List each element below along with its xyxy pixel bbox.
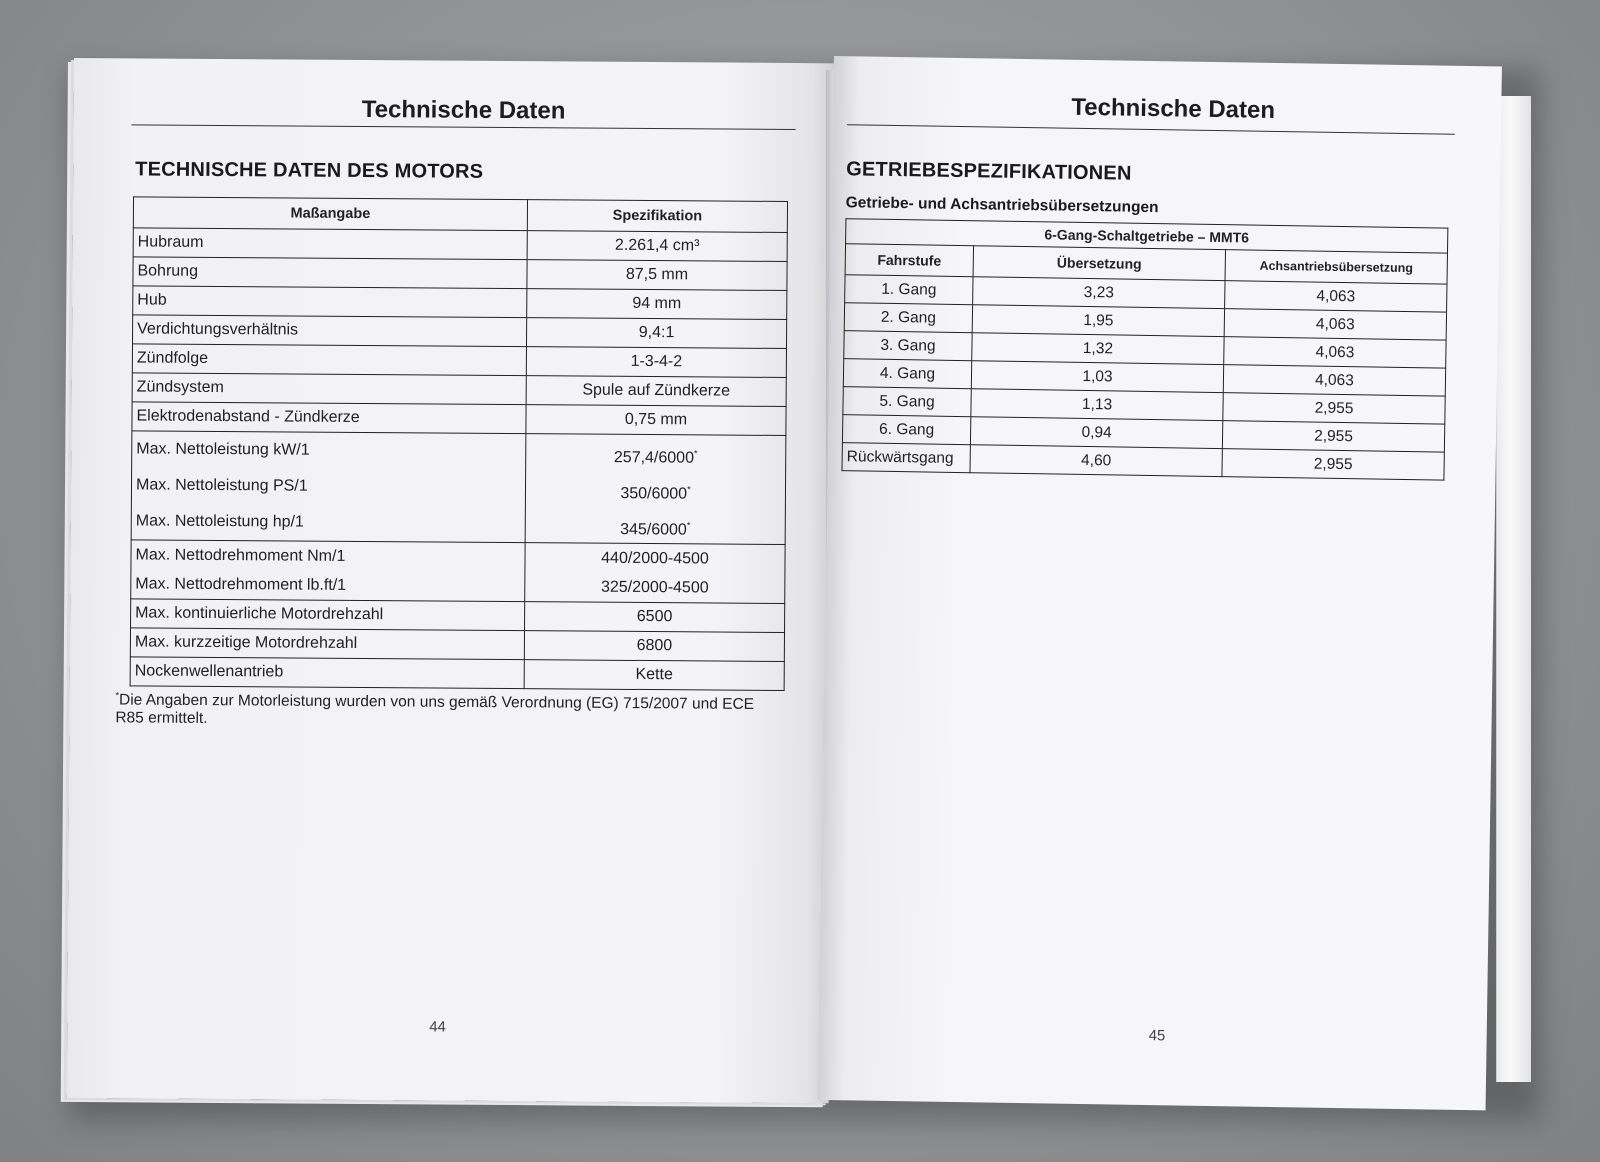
row-label: Hub (133, 286, 527, 318)
table-row (130, 657, 784, 691)
table-row (133, 257, 787, 291)
row-label: Verdichtungsverhältnis (133, 315, 527, 347)
row-label: Max. Nettoleistung PS/1 (135, 476, 308, 495)
header-rule-left (132, 124, 796, 130)
row-value: 6500 (525, 602, 785, 633)
gear-ratio: 0,94 (970, 417, 1222, 449)
gear-ratio: 1,95 (972, 305, 1224, 337)
row-label: Max. kontinuierliche Motordrehzahl (131, 599, 525, 631)
row-label-group (131, 431, 526, 543)
row-value: 94 mm (527, 289, 787, 320)
table-row (133, 286, 787, 320)
section-title-engine: TECHNISCHE DATEN DES MOTORS (135, 158, 484, 183)
table-row (132, 373, 786, 407)
gear-ratio-table (841, 218, 1448, 480)
row-value: 9,4:1 (526, 318, 786, 349)
gear-ratio: 1,13 (971, 389, 1223, 421)
column-header: Fahrstufe (845, 244, 973, 277)
table-row (132, 344, 786, 378)
page-stack-edge (1496, 96, 1531, 1082)
table-caption: 6-Gang-Schaltgetriebe – MMT6 (846, 219, 1448, 253)
axle-ratio: 4,063 (1223, 365, 1445, 396)
axle-ratio: 4,063 (1225, 281, 1447, 312)
gear-label: 6. Gang (842, 415, 970, 445)
row-value: 6800 (524, 631, 784, 662)
table-header-row (133, 197, 787, 233)
row-label: Max. Nettoleistung hp/1 (135, 512, 304, 531)
gear-label: 3. Gang (844, 331, 972, 361)
subtitle-ratios: Getriebe- und Achsantriebsübersetzungen (845, 194, 1159, 217)
row-value: 325/2000-4500 (600, 578, 709, 597)
axle-ratio: 2,955 (1222, 421, 1444, 452)
row-label: Zündsystem (132, 373, 526, 405)
row-value: Kette (524, 660, 784, 691)
row-value-group (525, 434, 786, 545)
gear-label: 4. Gang (843, 359, 971, 389)
table-row (133, 315, 787, 349)
table-row-power (131, 431, 786, 545)
row-label: Zündfolge (132, 344, 526, 376)
table-row (133, 228, 787, 262)
footnote: *Die Angaben zur Motorleistung wurden von uns gemäß Verordnung (EG) 715/2007 und ECE R85 ermittelt. (115, 690, 755, 728)
column-header: Spezifikation (527, 200, 787, 233)
row-label: Max. kurzzeitige Motordrehzahl (130, 628, 524, 660)
gear-ratio: 4,60 (970, 445, 1222, 477)
row-label: Hubraum (133, 228, 527, 260)
row-label: Max. Nettodrehmoment Nm/1 (135, 546, 346, 565)
column-header: Übersetzung (973, 246, 1225, 281)
gear-label: 5. Gang (843, 387, 971, 417)
row-label-group (131, 540, 525, 602)
row-label: Bohrung (133, 257, 527, 289)
row-value-group (525, 543, 785, 604)
gear-label: 2. Gang (844, 303, 972, 333)
row-value: Spule auf Zündkerze (526, 376, 786, 407)
section-title-transmission: GETRIEBESPEZIFIKATIONEN (846, 158, 1132, 185)
row-label: Max. Nettodrehmoment lb.ft/1 (135, 575, 347, 594)
axle-ratio: 2,955 (1222, 449, 1444, 480)
gear-label: 1. Gang (845, 275, 973, 305)
row-value: 2.261,4 cm³ (527, 231, 787, 262)
table-row-torque (131, 540, 785, 604)
axle-ratio: 2,955 (1223, 393, 1445, 424)
gear-label: Rückwärtsgang (842, 443, 970, 473)
engine-spec-table (130, 196, 788, 691)
row-value: 1-3-4-2 (526, 347, 786, 378)
left-page (67, 58, 836, 1103)
page-number-left: 44 (429, 1018, 446, 1036)
row-label: Nockenwellenantrieb (130, 657, 524, 689)
row-label: Max. Nettoleistung kW/1 (136, 440, 310, 459)
column-header: Achsantriebsübersetzung (1225, 250, 1447, 284)
table-row (130, 628, 784, 662)
row-value: 0,75 mm (526, 405, 786, 436)
row-value: 87,5 mm (527, 260, 787, 291)
gear-ratio: 1,03 (971, 361, 1223, 393)
page-header-right: Technische Daten (1071, 93, 1276, 124)
axle-ratio: 4,063 (1224, 337, 1446, 368)
gear-ratio: 3,23 (973, 277, 1225, 309)
row-value: 350/6000* (620, 484, 691, 503)
row-label: Elektrodenabstand - Zündkerze (132, 402, 526, 434)
right-page (818, 56, 1502, 1110)
page-header-left: Technische Daten (361, 96, 566, 125)
gear-ratio: 1,32 (972, 333, 1224, 365)
row-value: 440/2000-4500 (601, 549, 709, 568)
page-number-right: 45 (1148, 1027, 1166, 1045)
row-value: 345/6000* (620, 520, 691, 539)
column-header: Maßangabe (133, 197, 527, 231)
header-rule-right (847, 124, 1455, 135)
table-row (131, 599, 785, 633)
row-value: 257,4/6000* (613, 448, 698, 467)
axle-ratio: 4,063 (1224, 309, 1446, 340)
table-row (132, 402, 786, 436)
